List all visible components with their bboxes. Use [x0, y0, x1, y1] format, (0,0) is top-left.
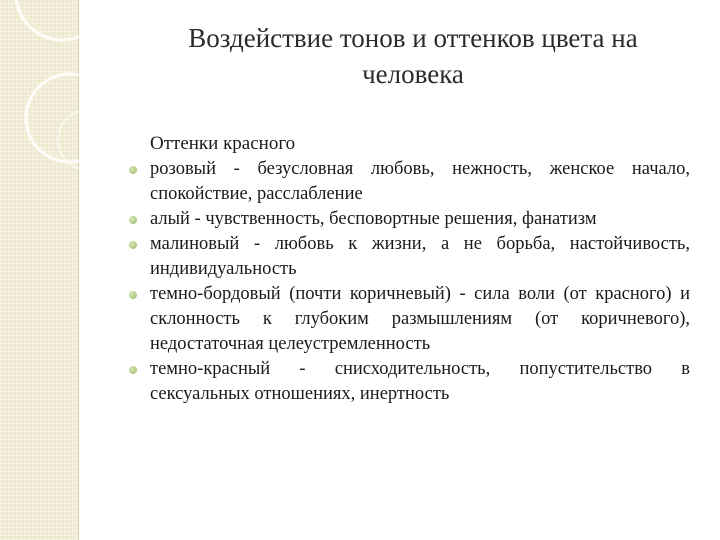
bullet-icon	[129, 366, 137, 374]
title-line-2: человека	[362, 59, 464, 89]
list-item-text: темно-бордовый (почти коричневый) - сила воли (от красного) и склонность к глубоким размышлениям (от коричневого), недостаточная целеустремленность	[150, 284, 690, 354]
list-item-text: розовый - безусловная любовь, нежность, женское начало, спокойствие, расслабление	[150, 159, 690, 204]
bullet-icon	[129, 216, 137, 224]
bullet-list	[128, 157, 690, 407]
title-line-1: Воздействие тонов и оттенков цвета на	[188, 23, 638, 53]
list-item	[128, 357, 690, 407]
list-item	[128, 157, 690, 207]
page-title	[118, 20, 708, 92]
list-item-text: алый - чувственность, бесповортные решения, фанатизм	[150, 209, 597, 229]
list-item	[128, 232, 690, 282]
list-item	[128, 207, 690, 232]
list-item-text: малиновый - любовь к жизни, а не борьба, настойчивость, индивидуальность	[150, 234, 690, 279]
list-item	[128, 282, 690, 357]
bullet-icon	[129, 166, 137, 174]
decorative-circles-icon	[0, 0, 120, 200]
bullet-icon	[129, 291, 137, 299]
section-subheading: Оттенки красного	[150, 133, 296, 154]
list-item-text: темно-красный - снисходительность, попустительство в сексуальных отношениях, инертность	[150, 359, 690, 404]
bullet-icon	[129, 241, 137, 249]
